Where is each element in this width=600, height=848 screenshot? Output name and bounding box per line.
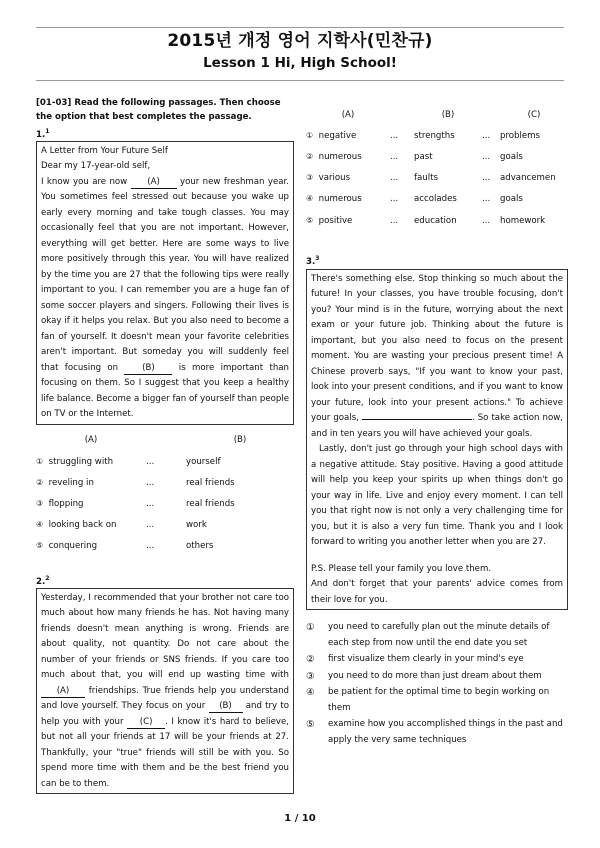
option-a (306, 168, 390, 189)
passage-1-text-1: I know you are now (41, 176, 131, 187)
choice-number: ① (306, 622, 315, 634)
option-a (36, 515, 146, 536)
header-a: (A) (84, 435, 98, 446)
option-sep: ... (482, 173, 491, 184)
option-sep: ... (390, 215, 399, 226)
instructions: [01-03] Read the following passages. Then choose the option that best completes the passage. (36, 98, 281, 122)
option-b: real friends (186, 477, 235, 488)
option-a-text: negative (318, 130, 357, 141)
passage-1-text-3: is more important than focusing on them. So I suggest that you keep a healthy life balance. Become a bigger fan of yourself than people on TV or the Internet. (41, 362, 289, 420)
passage-3-text-2: . So take action now, and in ten years you will have achieved your goals. (311, 413, 563, 439)
option-a-text: looking back on (48, 520, 117, 531)
option-b: others (186, 541, 214, 552)
option-sep: ... (390, 173, 399, 184)
passage-3-ps: P.S. Please tell your family you love them. (311, 563, 492, 574)
option-number: ② (306, 151, 314, 161)
question-1-label: 1. (36, 129, 46, 140)
option-number: ① (36, 456, 44, 466)
option-row[interactable] (306, 189, 568, 210)
option-a-text: flopping (48, 499, 84, 509)
blank-a: (A) (131, 176, 177, 189)
passage-3-text-1: There's something else. Stop thinking so much about the future! In your classes, you have trouble focusing, don't you? Your mind is in the future, worrying about the next exam or your future job. Thinking about the future is important, but you also need to focus on the present moment. You are wasting your precious present time! A Chinese proverb says, "If you want to know your past, look into your present conditions, and if you want to know your future, look into your present actions." To achieve your goals, (311, 273, 563, 424)
option-c: advancemen (500, 173, 556, 184)
passage-2-text-2: friendships. True friends help you understand and love yourself. They focus on your (41, 685, 289, 712)
option-a-text: various (318, 173, 351, 184)
passage-3-paragraph-1 (311, 272, 563, 443)
page-number: 1 / 10 (284, 813, 316, 824)
option-number: ① (306, 130, 314, 140)
blank-b: (B) (124, 362, 172, 375)
lesson-subtitle: Lesson 1 Hi, High School! (203, 55, 397, 71)
choice-text: be patient for the optimal time to begin working on them (328, 687, 550, 713)
option-a-text: numerous (318, 151, 362, 162)
passage-1-text-2: your new freshman year. You sometimes feel stressed out because you wake up early every morning and take tough classes. You may occasionally feel that you are not important. However, everything will get better. Here are some ways to live more positively through this year. You will have realized by the time you are 27 that the following tips were really important to you. I can remember you are a huge fan of some soccer players and singers. Following their lives is okay if it helps you relax. But you also need to become a fan of yourself. It doesn't mean your favorite celebrities aren't important. But someday you will suddenly feel that focusing on (41, 176, 289, 373)
option-b: real friends (186, 499, 235, 509)
option-sep: ... (482, 151, 491, 162)
option-number: ⑤ (36, 541, 44, 551)
choice-text: first visualize them clearly in your mind's eye (328, 654, 524, 665)
option-sep: ... (146, 477, 155, 488)
choice-item[interactable] (306, 685, 568, 716)
passage-2-text-1: Yesterday, I recommended that your brother not care too much about how many friends he has. Not having many friends doesn't mean anything is wrong. Friends are about quality, not quantity. Do not care about the number of your friends or SNS friends. If you care too much about that, you will end up wasting time with (41, 592, 289, 681)
option-a (36, 536, 146, 557)
question-2-options (306, 104, 568, 231)
blank-c: (C) (127, 716, 165, 729)
option-sep: ... (390, 130, 399, 141)
option-a (306, 146, 390, 167)
option-sep: ... (146, 456, 155, 467)
choice-number: ② (306, 654, 315, 666)
passage-1-title: A Letter from Your Future Self (41, 145, 168, 156)
option-a-text: struggling with (48, 456, 114, 467)
header-a: (A) (341, 109, 355, 120)
option-row[interactable] (36, 472, 294, 493)
question-2-passage (36, 588, 294, 795)
option-row[interactable] (36, 515, 294, 536)
option-sep: ... (390, 194, 399, 205)
blank (362, 419, 472, 420)
question-3-footnote: 3 (315, 255, 320, 263)
option-number: ② (36, 477, 44, 487)
option-a-text: numerous (318, 194, 362, 205)
option-sep: ... (146, 499, 155, 509)
options-header (306, 104, 568, 125)
option-b: past (414, 151, 433, 162)
option-b: accolades (414, 194, 457, 205)
question-2-label: 2. (36, 576, 46, 587)
option-a (36, 451, 146, 472)
header-b: (B) (441, 109, 455, 120)
option-b: work (186, 520, 207, 531)
header-b: (B) (233, 435, 247, 446)
choice-item[interactable] (306, 620, 568, 651)
option-c: homework (500, 215, 546, 226)
question-3-choices (306, 620, 568, 748)
choice-text: you need to carefully plan out the minute details of each step from now until the end date you set (328, 622, 550, 648)
option-c: problems (500, 130, 541, 141)
option-c: goals (500, 151, 523, 162)
choice-number: ③ (306, 670, 315, 682)
passage-2-text-4: . I know it's hard to believe, but not all your friends at 17 will be your friends at 27. Thankfully, your "true" friends will still be with you. So spend more time with them and be the best friend you can be to them. (41, 716, 289, 789)
option-sep: ... (146, 520, 155, 531)
question-1-footnote: 1 (45, 128, 50, 135)
choice-item[interactable] (306, 669, 568, 685)
option-number: ④ (306, 194, 314, 204)
passage-2-text-3: and try to help you with your (41, 701, 289, 727)
passage-1-body (41, 175, 289, 423)
option-number: ⑤ (306, 215, 314, 225)
option-c: goals (500, 194, 523, 205)
option-sep: ... (482, 215, 491, 226)
choice-number: ④ (306, 687, 315, 699)
question-2-footnote: 2 (45, 574, 50, 582)
question-3-passage (306, 269, 568, 611)
option-b: strengths (414, 130, 455, 141)
passage-3-paragraph-2: Lastly, don't just go through your high school days with a negative attitude. Stay positive. Having a good attitude will help you keep your spirits up when things don't go your way in life. Live and enjoy every moment. I can tell you that right now is not only a very challenging time for you, but it is also a very fun time. Thank you and I look forward to writing you another letter when you are 27. (311, 444, 563, 548)
option-a-text: positive (318, 215, 353, 226)
option-a (306, 210, 390, 231)
question-1-options (36, 430, 294, 557)
option-sep: ... (482, 130, 491, 141)
option-a (306, 125, 390, 146)
top-rule (36, 27, 564, 28)
choice-text: you need to do more than just dream about them (328, 670, 542, 681)
option-b: faults (414, 173, 438, 184)
passage-3-closing: And don't forget that your parents' advice comes from their love for you. (311, 579, 563, 605)
option-a (306, 189, 390, 210)
option-row[interactable] (36, 493, 294, 514)
question-1-passage (36, 141, 294, 425)
blank-a: (A) (41, 685, 85, 698)
question-1-number (36, 126, 294, 141)
header-c: (C) (527, 109, 541, 120)
choice-text: examine how you accomplished things in the past and apply the very same techniques (328, 719, 563, 745)
options-header (36, 430, 294, 451)
option-row[interactable] (306, 146, 568, 167)
option-row[interactable] (306, 210, 568, 231)
option-b: education (414, 215, 457, 226)
blank-b: (B) (209, 700, 243, 713)
right-column (306, 104, 568, 749)
option-a-text: reveling in (48, 477, 94, 488)
option-a (36, 493, 146, 514)
option-number: ③ (306, 173, 314, 183)
option-a (36, 472, 146, 493)
choice-item[interactable] (306, 652, 568, 668)
question-3-number (306, 253, 568, 268)
page-title: 2015년 개정 영어 지학사(민찬규) (167, 31, 433, 51)
left-column (36, 96, 294, 794)
question-2-number (36, 573, 294, 588)
option-row[interactable] (36, 536, 294, 557)
option-number: ③ (36, 499, 44, 508)
choice-number: ⑤ (306, 719, 315, 731)
title-rule (36, 80, 564, 81)
option-b: yourself (186, 456, 221, 467)
passage-1-greeting: Dear my 17-year-old self, (41, 161, 151, 172)
choice-item[interactable] (306, 717, 568, 748)
option-row[interactable] (36, 451, 294, 472)
option-sep: ... (390, 151, 399, 162)
option-sep: ... (146, 541, 155, 552)
option-sep: ... (482, 194, 491, 205)
option-row[interactable] (306, 168, 568, 189)
option-number: ④ (36, 520, 44, 530)
option-a-text: conquering (48, 541, 98, 552)
option-row[interactable] (306, 125, 568, 146)
question-3-label: 3. (306, 256, 316, 267)
